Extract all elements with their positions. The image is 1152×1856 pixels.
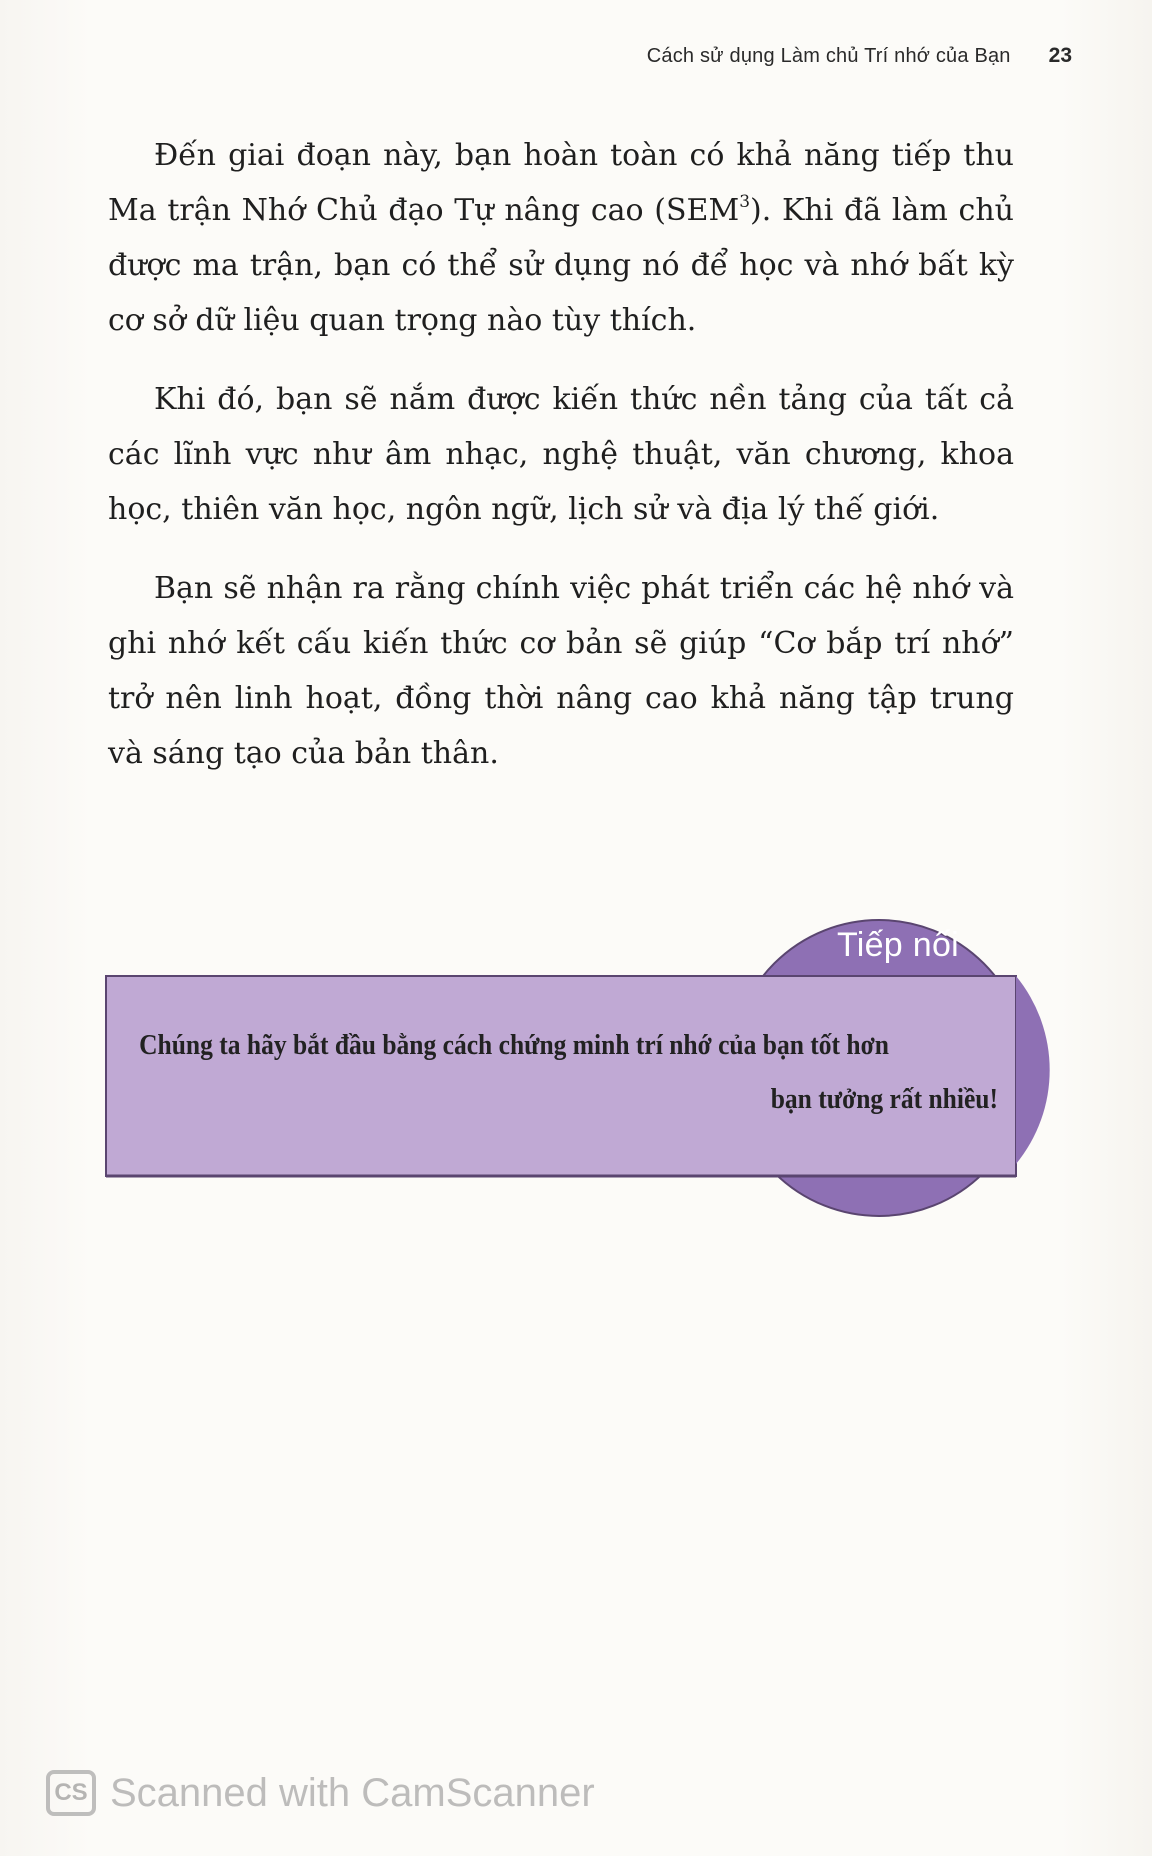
- paragraph-1-part-a: Đến giai đoạn này, bạn hoàn toàn có khả năng tiếp thu Ma trận Nhớ Chủ đạo Tự nâng cao (SEM: [108, 138, 1014, 228]
- paragraph-2: Khi đó, bạn sẽ nắm được kiến thức nền tảng của tất cả các lĩnh vực như âm nhạc, nghệ thuật, văn chương, khoa học, thiên văn học, ngôn ngữ, lịch sử và địa lý thế giới.: [108, 382, 1014, 527]
- superscript-3: 3: [739, 192, 751, 212]
- callout-title: Tiếp nối: [836, 926, 960, 964]
- callout-box: [106, 868, 1036, 1178]
- paragraph-1-part-b: ). Khi đã làm chủ được ma trận, bạn có thể sử dụng nó để học và nhớ bất kỳ cơ sở dữ liệu quan trọng nào tùy thích.: [108, 193, 1014, 338]
- callout-text: [139, 1018, 998, 1126]
- running-title: Cách sử dụng Làm chủ Trí nhớ của Bạn: [646, 45, 1011, 67]
- camscanner-logo-icon: CS: [46, 1770, 96, 1816]
- callout-line-2: bạn tưởng rất nhiều!: [770, 1083, 998, 1115]
- paragraph-1: [108, 128, 1014, 348]
- body-text: [108, 128, 1014, 805]
- paragraph-3: Bạn sẽ nhận ra rằng chính việc phát triển các hệ nhớ và ghi nhớ kết cấu kiến thức cơ bản sẽ giúp “Cơ bắp trí nhớ” trở nên linh hoạt, đồng thời nâng cao khả năng tập trung và sáng tạo của bản thân.: [108, 571, 1014, 771]
- camscanner-watermark: [46, 1770, 595, 1816]
- page-number: 23: [1048, 44, 1072, 67]
- callout-line-1: Chúng ta hãy bắt đầu bằng cách chứng minh trí nhớ của bạn tốt hơn: [139, 1029, 889, 1061]
- watermark-text: Scanned with CamScanner: [110, 1770, 595, 1815]
- callout-tab-edge: [1016, 976, 1050, 1164]
- page-header: [647, 44, 1072, 68]
